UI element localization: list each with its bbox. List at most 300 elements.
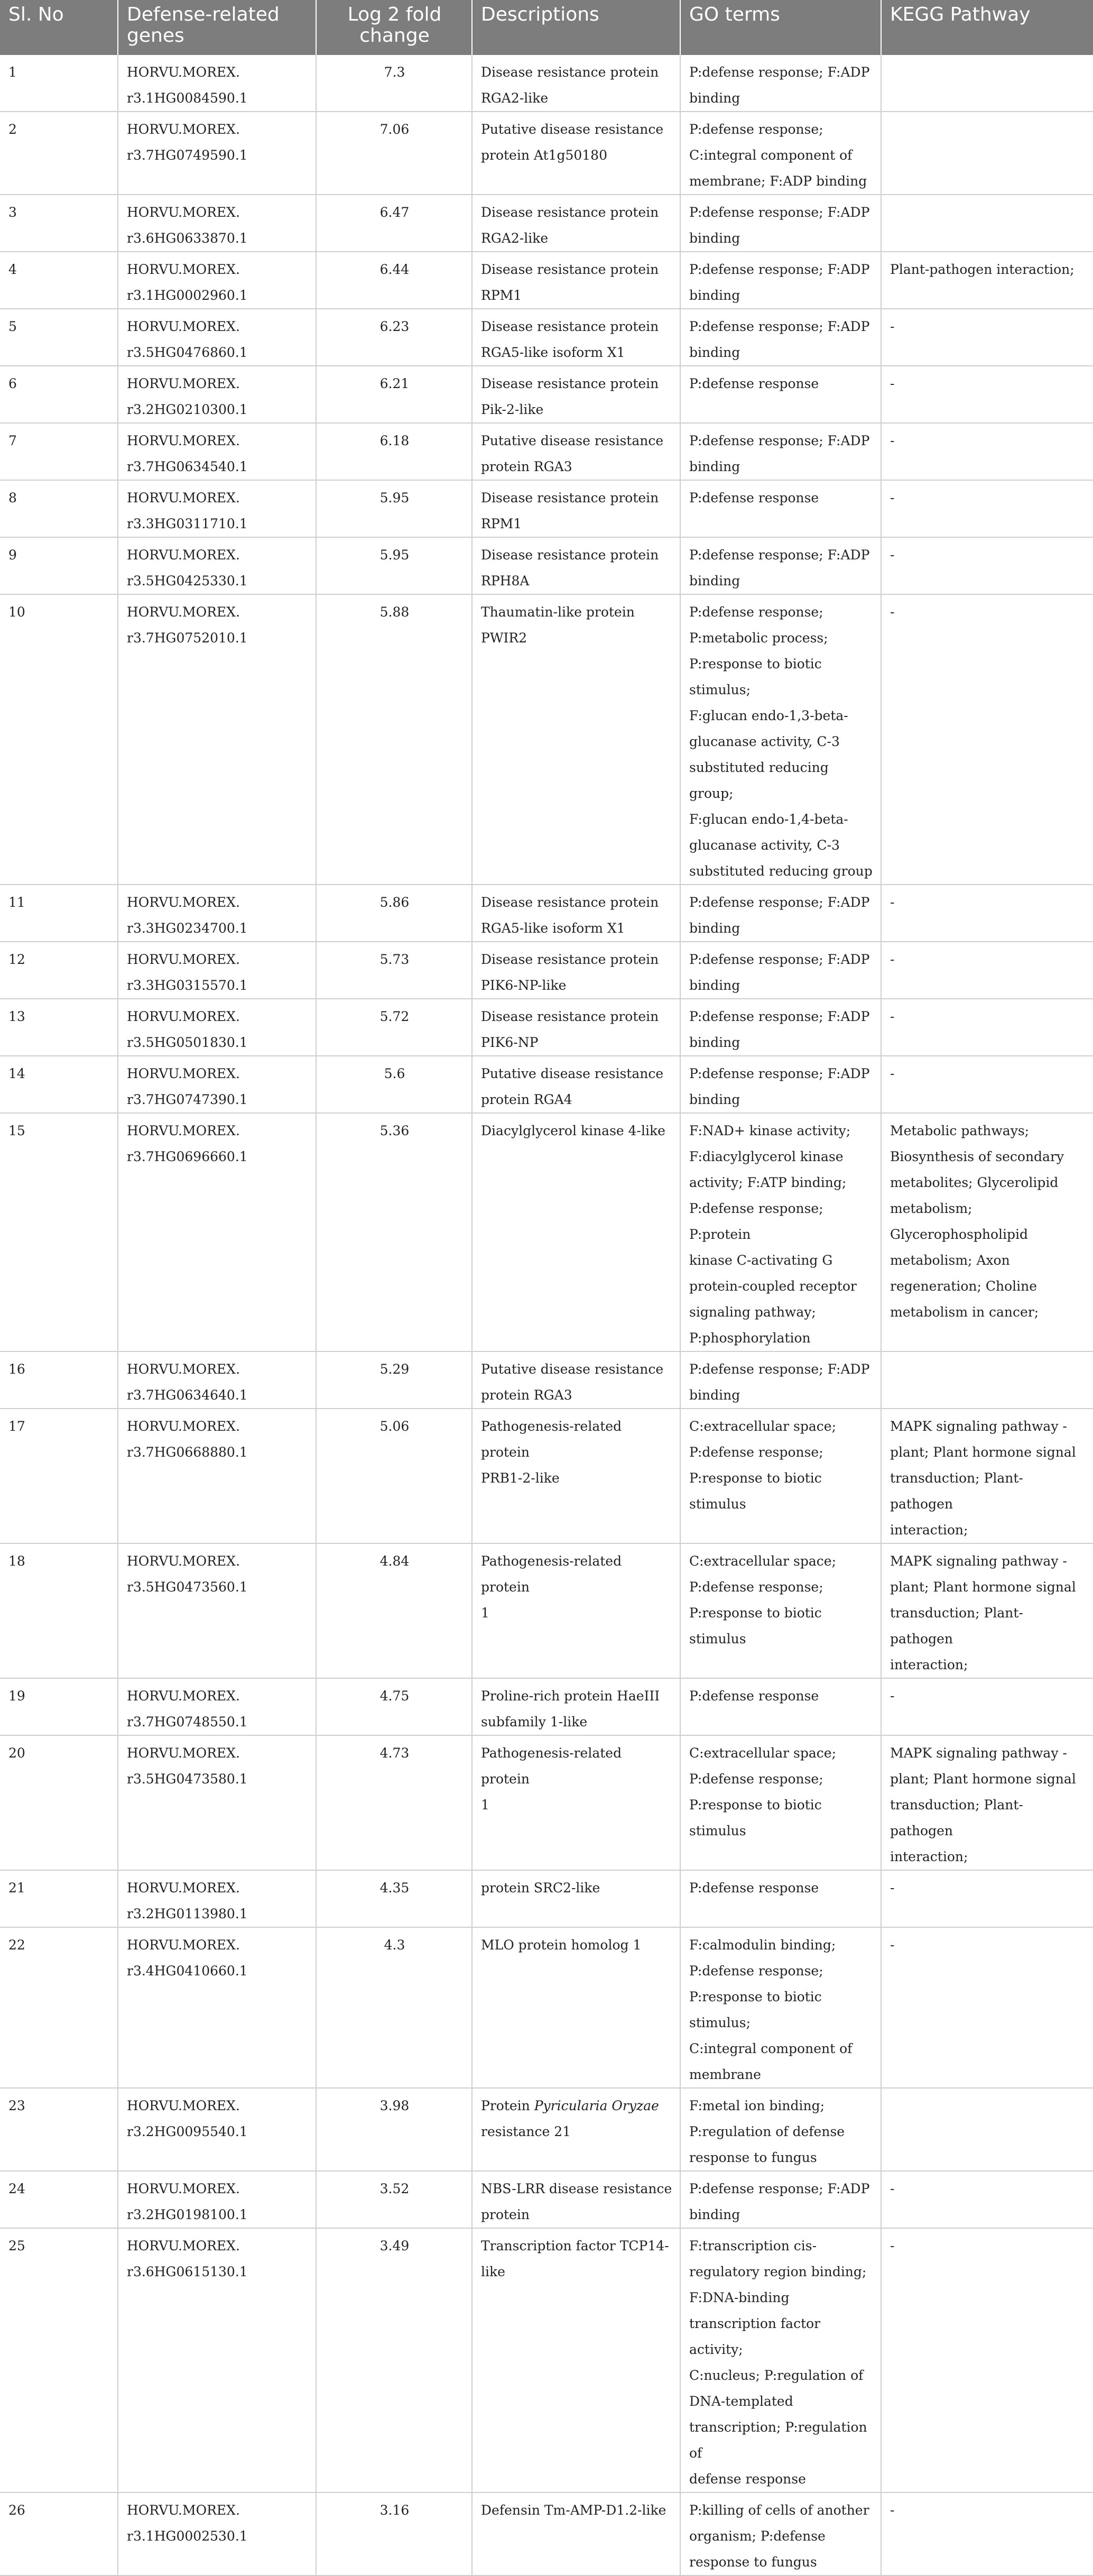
cell-kegg (881, 366, 1093, 423)
gene-id-line: HORVU.MOREX. (127, 1880, 240, 1896)
desc-line: Diacylglycerol kinase 4-like (481, 1123, 665, 1138)
table-row (0, 309, 1093, 366)
cell-sl-no: 8 (0, 480, 118, 537)
cell-description (472, 1735, 680, 1870)
cell-sl-no: 19 (0, 1678, 118, 1735)
cell-gene-id (118, 885, 316, 942)
go-line: response to fungus (689, 2554, 817, 2570)
go-line: binding (689, 459, 740, 474)
table-row (0, 999, 1093, 1056)
go-line: binding (689, 1092, 740, 1107)
cell-log2fc: 6.21 (316, 366, 472, 423)
go-line: F:metal ion binding; (689, 2098, 825, 2113)
table-row (0, 423, 1093, 480)
desc-line: Pathogenesis-related protein (481, 1553, 622, 1595)
go-line: binding (689, 1035, 740, 1050)
gene-id-line: r3.2HG0210300.1 (127, 402, 248, 417)
gene-id-line: HORVU.MOREX. (127, 604, 240, 620)
kegg-line: plant; Plant hormone signal (890, 1445, 1076, 1460)
desc-line: PIK6-NP-like (481, 978, 567, 993)
cell-kegg (881, 252, 1093, 309)
kegg-line: - (890, 2238, 895, 2253)
table-row (0, 1927, 1093, 2088)
gene-id-line: r3.7HG0696660.1 (127, 1149, 248, 1164)
cell-log2fc: 5.29 (316, 1351, 472, 1409)
cell-kegg (881, 537, 1093, 594)
cell-sl-no: 14 (0, 1056, 118, 1113)
go-line: P:defense response; P:protein (689, 1201, 823, 1242)
go-line: P:defense response; (689, 122, 823, 137)
kegg-line: interaction; (890, 1522, 968, 1538)
header-genes: Defense-related genes (118, 0, 316, 55)
desc-line: PWIR2 (481, 630, 527, 646)
gene-id-line: HORVU.MOREX. (127, 490, 240, 505)
kegg-line: metabolism in cancer; (890, 1304, 1039, 1320)
kegg-line: - (890, 1009, 895, 1024)
desc-line: Defensin Tm-AMP-D1.2-like (481, 2503, 666, 2518)
desc-line: Disease resistance protein (481, 205, 659, 220)
cell-go-terms (680, 55, 881, 112)
cell-gene-id (118, 55, 316, 112)
cell-description (472, 195, 680, 252)
desc-line: protein At1g50180 (481, 148, 607, 163)
go-line: F:diacylglycerol kinase (689, 1149, 844, 1164)
go-line: P:defense response; (689, 1579, 823, 1595)
cell-description (472, 1543, 680, 1678)
gene-id-line: HORVU.MOREX. (127, 122, 240, 137)
cell-kegg (881, 2492, 1093, 2575)
cell-kegg (881, 999, 1093, 1056)
go-line: binding (689, 231, 740, 246)
cell-kegg (881, 55, 1093, 112)
cell-go-terms (680, 1056, 881, 1113)
kegg-line: - (890, 1066, 895, 1081)
go-line: P:defense response; F:ADP (689, 319, 870, 334)
kegg-line: - (890, 952, 895, 967)
kegg-line: transduction; Plant-pathogen (890, 1605, 1023, 1646)
kegg-line: regeneration; Choline (890, 1278, 1038, 1294)
cell-description (472, 2228, 680, 2492)
gene-id-line: HORVU.MOREX. (127, 1009, 240, 1024)
gene-id-line: r3.3HG0234700.1 (127, 921, 248, 936)
cell-sl-no: 4 (0, 252, 118, 309)
cell-description (472, 2492, 680, 2575)
gene-id-line: HORVU.MOREX. (127, 319, 240, 334)
cell-gene-id (118, 1927, 316, 2088)
desc-line: Disease resistance protein (481, 376, 659, 391)
cell-go-terms (680, 885, 881, 942)
cell-gene-id (118, 2228, 316, 2492)
cell-gene-id (118, 594, 316, 885)
go-line: protein-coupled receptor (689, 1278, 857, 1294)
desc-text: Protein (481, 2098, 534, 2113)
gene-id-line: HORVU.MOREX. (127, 1937, 240, 1953)
cell-gene-id (118, 2171, 316, 2228)
table-row (0, 366, 1093, 423)
go-line: F:transcription cis- (689, 2238, 817, 2253)
cell-kegg (881, 1351, 1093, 1409)
table-header (0, 0, 1093, 55)
cell-log2fc: 3.16 (316, 2492, 472, 2575)
gene-id-line: HORVU.MOREX. (127, 2238, 240, 2253)
cell-log2fc: 5.72 (316, 999, 472, 1056)
go-line: C:integral component of (689, 2041, 853, 2056)
go-line: binding (689, 2207, 740, 2222)
desc-line: RPH8A (481, 573, 530, 588)
cell-sl-no: 21 (0, 1870, 118, 1927)
cell-kegg (881, 1113, 1093, 1351)
go-line: organism; P:defense (689, 2528, 826, 2544)
desc-line: Disease resistance protein (481, 319, 659, 334)
go-line: substituted reducing group (689, 863, 873, 879)
gene-id-line: HORVU.MOREX. (127, 1553, 240, 1569)
go-line: P:metabolic process; (689, 630, 828, 646)
go-line: P:response to biotic stimulus; (689, 1989, 822, 2030)
cell-sl-no: 15 (0, 1113, 118, 1351)
desc-line: NBS-LRR disease resistance (481, 2181, 672, 2196)
cell-kegg (881, 423, 1093, 480)
go-line: F:NAD+ kinase activity; (689, 1123, 851, 1138)
kegg-line: - (890, 895, 895, 910)
cell-description (472, 537, 680, 594)
cell-description (472, 942, 680, 999)
cell-log2fc: 4.3 (316, 1927, 472, 2088)
desc-line: RGA5-like isoform X1 (481, 345, 625, 360)
cell-sl-no: 12 (0, 942, 118, 999)
cell-log2fc: 5.95 (316, 480, 472, 537)
go-line: binding (689, 921, 740, 936)
gene-id-line: r3.7HG0747390.1 (127, 1092, 248, 1107)
go-line: P:defense response; F:ADP (689, 895, 870, 910)
cell-kegg (881, 480, 1093, 537)
gene-id-line: r3.6HG0633870.1 (127, 231, 248, 246)
cell-kegg (881, 1678, 1093, 1735)
cell-go-terms (680, 999, 881, 1056)
gene-id-line: r3.5HG0425330.1 (127, 573, 248, 588)
desc-line: Putative disease resistance (481, 1361, 664, 1377)
go-line: P:response to biotic stimulus (689, 1470, 822, 1512)
cell-gene-id (118, 309, 316, 366)
table-body (0, 55, 1093, 2575)
cell-description (472, 252, 680, 309)
table-row (0, 1056, 1093, 1113)
cell-gene-id (118, 1735, 316, 1870)
kegg-line: - (890, 2181, 895, 2196)
cell-go-terms (680, 942, 881, 999)
cell-go-terms (680, 1351, 881, 1409)
go-line: P:defense response; (689, 1963, 823, 1979)
kegg-line: interaction; (890, 1849, 968, 1864)
gene-id-line: HORVU.MOREX. (127, 2503, 240, 2518)
cell-description (472, 885, 680, 942)
cell-go-terms (680, 1927, 881, 2088)
desc-line: 1 (481, 1605, 489, 1621)
cell-kegg (881, 1056, 1093, 1113)
kegg-line: - (890, 1688, 895, 1704)
kegg-line: plant; Plant hormone signal (890, 1771, 1076, 1787)
desc-line: RPM1 (481, 288, 522, 303)
go-line: binding (689, 573, 740, 588)
gene-id-line: r3.3HG0311710.1 (127, 516, 248, 531)
table-row (0, 594, 1093, 885)
cell-kegg (881, 195, 1093, 252)
cell-gene-id (118, 999, 316, 1056)
cell-log2fc: 5.88 (316, 594, 472, 885)
cell-log2fc: 4.84 (316, 1543, 472, 1678)
gene-id-line: r3.4HG0410660.1 (127, 1963, 248, 1979)
desc-line: Pathogenesis-related protein (481, 1745, 622, 1787)
go-line: P:defense response; F:ADP (689, 1009, 870, 1024)
cell-kegg (881, 594, 1093, 885)
go-line: P:response to biotic stimulus; (689, 656, 822, 697)
cell-gene-id (118, 195, 316, 252)
cell-sl-no: 18 (0, 1543, 118, 1678)
go-line: F:calmodulin binding; (689, 1937, 836, 1953)
cell-log2fc: 4.75 (316, 1678, 472, 1735)
cell-description (472, 55, 680, 112)
cell-description (472, 480, 680, 537)
gene-id-line: HORVU.MOREX. (127, 1361, 240, 1377)
cell-go-terms (680, 2228, 881, 2492)
gene-id-line: r3.3HG0315570.1 (127, 978, 248, 993)
gene-id-line: r3.2HG0113980.1 (127, 1906, 248, 1921)
cell-sl-no: 2 (0, 112, 118, 195)
table-row (0, 2228, 1093, 2492)
cell-description (472, 112, 680, 195)
cell-gene-id (118, 1113, 316, 1351)
go-line: P:killing of cells of another (689, 2503, 869, 2518)
gene-id-line: HORVU.MOREX. (127, 895, 240, 910)
cell-sl-no: 22 (0, 1927, 118, 2088)
cell-log2fc: 5.06 (316, 1409, 472, 1543)
go-line: P:defense response; F:ADP (689, 1066, 870, 1081)
gene-id-line: HORVU.MOREX. (127, 1419, 240, 1434)
kegg-line: - (890, 604, 895, 620)
desc-line: Disease resistance protein (481, 547, 659, 563)
kegg-line: plant; Plant hormone signal (890, 1579, 1076, 1595)
cell-kegg (881, 1409, 1093, 1543)
desc-line: PRB1-2-like (481, 1470, 560, 1486)
desc-line: protein RGA3 (481, 459, 572, 474)
cell-description (472, 2171, 680, 2228)
desc-line: protein SRC2-like (481, 1880, 600, 1896)
desc-line: Putative disease resistance (481, 433, 664, 448)
desc-line: Disease resistance protein (481, 490, 659, 505)
gene-id-line: r3.5HG0501830.1 (127, 1035, 248, 1050)
cell-log2fc: 5.95 (316, 537, 472, 594)
gene-id-line: r3.5HG0473560.1 (127, 1579, 248, 1595)
table-row (0, 942, 1093, 999)
gene-id-line: r3.7HG0749590.1 (127, 148, 248, 163)
desc-line: RPM1 (481, 516, 522, 531)
gene-id-line: r3.7HG0668880.1 (127, 1445, 248, 1460)
gene-id-line: r3.7HG0634540.1 (127, 459, 248, 474)
cell-log2fc: 5.73 (316, 942, 472, 999)
cell-description (472, 1927, 680, 2088)
table-row (0, 1351, 1093, 1409)
go-line: activity; F:ATP binding; (689, 1175, 847, 1190)
cell-go-terms (680, 112, 881, 195)
go-line: P:response to biotic stimulus (689, 1605, 822, 1646)
gene-id-line: r3.5HG0476860.1 (127, 345, 248, 360)
go-line: P:response to biotic stimulus (689, 1797, 822, 1838)
cell-go-terms (680, 2088, 881, 2171)
cell-description (472, 366, 680, 423)
desc-line: protein (481, 2207, 530, 2222)
cell-go-terms (680, 1409, 881, 1543)
go-line: P:defense response; F:ADP (689, 65, 870, 80)
desc-line: Pik-2-like (481, 402, 544, 417)
cell-description (472, 1056, 680, 1113)
kegg-line: metabolites; Glycerolipid (890, 1175, 1059, 1190)
cell-sl-no: 11 (0, 885, 118, 942)
gene-id-line: r3.7HG0748550.1 (127, 1714, 248, 1729)
desc-line: RGA5-like isoform X1 (481, 921, 625, 936)
cell-gene-id (118, 1543, 316, 1678)
kegg-line: MAPK signaling pathway - (890, 1419, 1067, 1434)
cell-sl-no: 7 (0, 423, 118, 480)
go-line: C:extracellular space; (689, 1419, 836, 1434)
table-row (0, 1409, 1093, 1543)
cell-kegg (881, 942, 1093, 999)
gene-id-line: HORVU.MOREX. (127, 2181, 240, 2196)
cell-kegg (881, 1927, 1093, 2088)
go-line: P:defense response; F:ADP (689, 547, 870, 563)
desc-line: RGA2-like (481, 90, 549, 106)
cell-description (472, 2088, 680, 2171)
cell-go-terms (680, 195, 881, 252)
gene-id-line: HORVU.MOREX. (127, 1066, 240, 1081)
cell-log2fc: 3.52 (316, 2171, 472, 2228)
cell-sl-no: 24 (0, 2171, 118, 2228)
cell-sl-no: 26 (0, 2492, 118, 2575)
cell-go-terms (680, 1678, 881, 1735)
cell-gene-id (118, 112, 316, 195)
desc-line: MLO protein homolog 1 (481, 1937, 642, 1953)
cell-gene-id (118, 942, 316, 999)
gene-id-line: r3.1HG0002530.1 (127, 2528, 248, 2544)
gene-id-line: r3.7HG0634640.1 (127, 1387, 248, 1403)
go-line: membrane (689, 2067, 761, 2082)
go-line: regulatory region binding; (689, 2264, 867, 2279)
gene-id-line: HORVU.MOREX. (127, 376, 240, 391)
kegg-line: - (890, 547, 895, 563)
cell-gene-id (118, 480, 316, 537)
gene-id-line: r3.2HG0198100.1 (127, 2207, 248, 2222)
go-line: P:defense response; F:ADP (689, 433, 870, 448)
go-line: DNA-templated (689, 2394, 793, 2409)
go-line: glucanase activity, C-3 (689, 838, 840, 853)
header-go-terms: GO terms (680, 0, 881, 55)
desc-text: resistance 21 (481, 2124, 571, 2139)
cell-go-terms (680, 1870, 881, 1927)
go-line: binding (689, 345, 740, 360)
table-row (0, 1678, 1093, 1735)
cell-description (472, 423, 680, 480)
cell-kegg (881, 112, 1093, 195)
kegg-line: - (890, 433, 895, 448)
cell-gene-id (118, 252, 316, 309)
go-line: P:defense response (689, 1688, 819, 1704)
go-line: P:defense response; F:ADP (689, 952, 870, 967)
gene-id-line: r3.1HG0002960.1 (127, 288, 248, 303)
cell-sl-no: 5 (0, 309, 118, 366)
cell-sl-no: 13 (0, 999, 118, 1056)
table-row (0, 1870, 1093, 1927)
table-row (0, 2492, 1093, 2575)
header-kegg: KEGG Pathway (881, 0, 1093, 55)
go-line: P:defense response; (689, 604, 823, 620)
cell-sl-no: 3 (0, 195, 118, 252)
desc-line: RGA2-like (481, 231, 549, 246)
cell-go-terms (680, 537, 881, 594)
table-row (0, 195, 1093, 252)
kegg-line: transduction; Plant-pathogen (890, 1797, 1023, 1838)
cell-description (472, 1113, 680, 1351)
gene-id-line: HORVU.MOREX. (127, 1688, 240, 1704)
cell-sl-no: 9 (0, 537, 118, 594)
go-line: C:extracellular space; (689, 1745, 836, 1761)
cell-log2fc: 4.35 (316, 1870, 472, 1927)
desc-line: protein RGA3 (481, 1387, 572, 1403)
desc-line: protein RGA4 (481, 1092, 572, 1107)
cell-go-terms (680, 1543, 881, 1678)
go-line: response to fungus (689, 2150, 817, 2165)
gene-id-line: r3.7HG0752010.1 (127, 630, 248, 646)
cell-kegg (881, 2088, 1093, 2171)
desc-line: Transcription factor TCP14- (481, 2238, 669, 2253)
cell-go-terms (680, 309, 881, 366)
go-line: binding (689, 1387, 740, 1403)
table-row (0, 2171, 1093, 2228)
cell-kegg (881, 2171, 1093, 2228)
cell-log2fc: 7.3 (316, 55, 472, 112)
cell-gene-id (118, 423, 316, 480)
cell-description (472, 1409, 680, 1543)
go-line: defense response (689, 2471, 806, 2487)
cell-go-terms (680, 480, 881, 537)
header-descriptions: Descriptions (472, 0, 680, 55)
cell-go-terms (680, 1113, 881, 1351)
header-log2fc: Log 2 fold change (316, 0, 472, 55)
cell-log2fc: 5.86 (316, 885, 472, 942)
gene-id-line: r3.5HG0473580.1 (127, 1771, 248, 1787)
go-line: P:defense response (689, 490, 819, 505)
cell-log2fc: 6.47 (316, 195, 472, 252)
go-line: P:defense response; F:ADP (689, 205, 870, 220)
cell-gene-id (118, 1351, 316, 1409)
desc-species: Pyricularia Oryzae (534, 2098, 659, 2113)
cell-sl-no: 23 (0, 2088, 118, 2171)
cell-description (472, 1678, 680, 1735)
desc-line: PIK6-NP (481, 1035, 539, 1050)
kegg-line: - (890, 1937, 895, 1953)
cell-sl-no: 1 (0, 55, 118, 112)
go-line: P:defense response; F:ADP (689, 2181, 870, 2196)
desc-line: Disease resistance protein (481, 1009, 659, 1024)
kegg-line: metabolism; Axon (890, 1253, 1010, 1268)
desc-line: subfamily 1-like (481, 1714, 588, 1729)
cell-log2fc: 6.44 (316, 252, 472, 309)
cell-sl-no: 6 (0, 366, 118, 423)
cell-gene-id (118, 2088, 316, 2171)
cell-log2fc: 6.18 (316, 423, 472, 480)
cell-go-terms (680, 2171, 881, 2228)
desc-line: like (481, 2264, 505, 2279)
go-line: signaling pathway; (689, 1304, 816, 1320)
cell-sl-no: 10 (0, 594, 118, 885)
cell-description (472, 309, 680, 366)
